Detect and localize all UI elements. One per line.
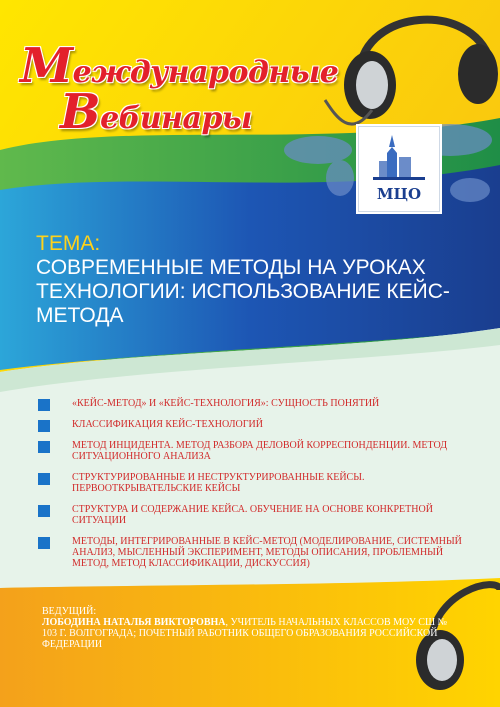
presenter-name: ЛОБОДИНА НАТАЛЬЯ ВИКТОРОВНА	[42, 617, 226, 628]
list-item	[38, 472, 468, 494]
header-initial-2: В	[60, 84, 101, 140]
bullet-square-icon	[38, 505, 50, 517]
header-initial-1: М	[20, 38, 73, 94]
list-item	[38, 536, 468, 569]
header-line-2	[60, 84, 252, 140]
kremlin-icon	[359, 127, 439, 183]
program-list	[38, 398, 468, 579]
list-item	[38, 398, 468, 409]
bullet-square-icon	[38, 473, 50, 485]
list-item	[38, 504, 468, 526]
presenter-label: ВЕДУЩИЙ:	[42, 606, 97, 617]
header-rest-2: ебинары	[100, 101, 252, 136]
bullet-square-icon	[38, 537, 50, 549]
mco-logo	[358, 126, 440, 212]
list-item-text: МЕТОДЫ, ИНТЕГРИРОВАННЫЕ В КЕЙС-МЕТОД (МОДЕЛИРОВАНИЕ, СИСТЕМНЫЙ АНАЛИЗ, МЫСЛЕННЫЙ ЭКСПЕРИМЕНТ, МЕТОДЫ ОПИСАНИЯ, ПРОБЛЕМНЫЙ МЕТОД, МЕТОД КЛАССИФИКАЦИИ, ДИСКУССИЯ)	[72, 536, 462, 569]
presenter-info	[42, 606, 462, 650]
list-item	[38, 419, 468, 430]
topic-label: ТЕМА:	[36, 232, 101, 255]
list-item-text: СТРУКТУРА И СОДЕРЖАНИЕ КЕЙСА. ОБУЧЕНИЕ НА ОСНОВЕ КОНКРЕТНОЙ СИТУАЦИИ	[72, 504, 433, 526]
bullet-square-icon	[38, 399, 50, 411]
header-rest-1: еждународные	[72, 55, 339, 90]
list-item-text: «КЕЙС-МЕТОД» И «КЕЙС-ТЕХНОЛОГИЯ»: СУЩНОСТЬ ПОНЯТИЙ	[72, 398, 380, 409]
list-item-text: СТРУКТУРИРОВАННЫЕ И НЕСТРУКТУРИРОВАННЫЕ КЕЙСЫ. ПЕРВООТКРЫВАТЕЛЬСКИЕ КЕЙСЫ	[72, 472, 365, 494]
topic-text: СОВРЕМЕННЫЕ МЕТОДЫ НА УРОКАХ ТЕХНОЛОГИИ: ИСПОЛЬЗОВАНИЕ КЕЙС-МЕТОДА	[36, 256, 450, 327]
topic-block	[36, 232, 476, 328]
list-item	[38, 440, 468, 462]
list-item-text: МЕТОД ИНЦИДЕНТА. МЕТОД РАЗБОРА ДЕЛОВОЙ КОРРЕСПОНДЕНЦИИ. МЕТОД СИТУАЦИОННОГО АНАЛИЗА	[72, 440, 448, 462]
logo-text: МЦО	[376, 185, 422, 203]
bullet-square-icon	[38, 441, 50, 453]
bullet-square-icon	[38, 420, 50, 432]
list-item-text: КЛАССИФИКАЦИЯ КЕЙС-ТЕХНОЛОГИЙ	[72, 419, 263, 430]
presenter-details: , УЧИТЕЛЬ НАЧАЛЬНЫХ КЛАССОВ МОУ СШ № 103 Г. ВОЛГОГРАДА; ПОЧЕТНЫЙ РАБОТНИК ОБЩЕГО ОБРАЗОВАНИЯ РОССИЙСКОЙ ФЕДЕРАЦИИ	[42, 617, 448, 650]
